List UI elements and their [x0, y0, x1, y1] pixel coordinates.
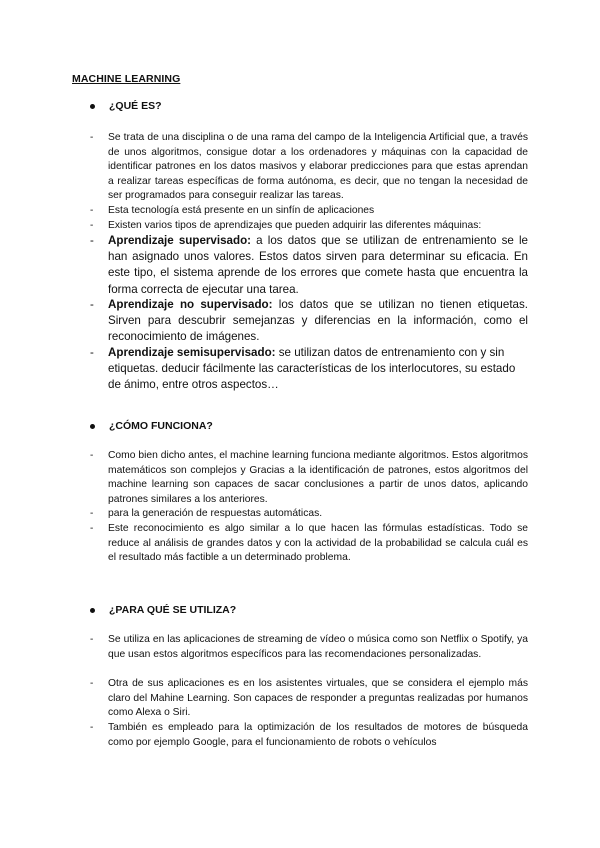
term-label: Aprendizaje semisupervisado: [108, 346, 276, 359]
list-item-text: Se trata de una disciplina o de una rama del campo de la Inteligencia Artificial que, a través de unos algoritmos, consigue dotar a los ordenadores y máquinas con la capacidad de identificar patrones en los datos masivos y elaborar predicciones para que estas aprendan a realizar tareas específicas de forma autónoma, es decir, que no tengan la necesidad de ser programados para conseguir realizar las tareas. [108, 132, 528, 202]
dash-icon: - [90, 205, 94, 216]
section-heading-que-es [90, 100, 162, 112]
bullet-icon [90, 104, 95, 109]
section-heading-text: ¿CÓMO FUNCIONA? [109, 420, 213, 432]
dash-icon: - [90, 347, 94, 359]
bullet-icon [90, 608, 95, 613]
list-item-text [108, 233, 528, 298]
list-item-text [108, 345, 528, 394]
list-item-text [108, 297, 528, 346]
term-description: los datos que se utilizan no tienen etiquetas. Sirven para descubrir semejanzas y diferencias en la información, como el reconocimiento de imágenes. [108, 298, 529, 344]
list-item [90, 721, 528, 750]
term-label: Aprendizaje no supervisado: [108, 298, 273, 311]
dash-icon: - [90, 450, 94, 461]
dash-icon: - [90, 523, 94, 534]
term-description: se utilizan datos de entrenamiento con y sin etiquetas. deducir fácilmente las características de los interlocutores, su estado de ánimo, entre otros aspectos… [108, 346, 516, 392]
list-item-text: Como bien dicho antes, el machine learning funciona mediante algoritmos. Estos algoritmos matemáticos son complejos y Gracias a la identificación de patrones, estos algoritmos del machine learning son capaces de sacar conclusiones a partir de unos datos, aplicando patrones similares a los anteriores. [108, 450, 528, 505]
dash-icon: - [90, 299, 94, 311]
dash-icon: - [90, 634, 94, 645]
list-item-text: Se utiliza en las aplicaciones de streaming de vídeo o música como son Netflix o Spotify, ya que usan estos algoritmos específicos para las recomendaciones personalizadas. [108, 634, 528, 660]
list-item [90, 131, 528, 204]
document-title: MACHINE LEARNING [72, 73, 181, 85]
list-item [90, 233, 528, 298]
list-item [90, 204, 528, 219]
section-heading-para-que [90, 604, 236, 616]
list-item [90, 297, 528, 346]
dash-icon: - [90, 722, 94, 733]
dash-icon: - [90, 508, 94, 519]
dash-icon: - [90, 235, 94, 247]
bullet-icon [90, 424, 95, 429]
dash-icon: - [90, 678, 94, 689]
list-item-text: También es empleado para la optimización de los resultados de motores de búsqueda como por ejemplo Google, para el funcionamiento de robots o vehículos [108, 722, 528, 748]
list-item [90, 449, 528, 507]
list-item-text: Otra de sus aplicaciones es en los asistentes virtuales, que se considera el ejemplo más claro del Mahine Learning. Son capaces de responder a preguntas realizadas por humanos como Alexa o Siri. [108, 678, 528, 719]
term-description: a los datos que se utilizan de entrenamiento se le han asignado unos valores. Estos datos sirven para determinar su eficacia. En este tipo, el sistema aprende de los errores que comete hasta que encuentra la forma correcta de ejecutar una tarea. [108, 234, 528, 296]
list-item-text: Existen varios tipos de aprendizajes que pueden adquirir las diferentes máquinas: [108, 220, 482, 231]
list-item [90, 633, 528, 662]
list-item-text: para la generación de respuestas automáticas. [108, 508, 323, 519]
list-item [90, 677, 528, 721]
dash-icon: - [90, 220, 94, 231]
dash-icon: - [90, 132, 94, 143]
list-item-text: Esta tecnología está presente en un sinfín de aplicaciones [108, 205, 375, 216]
section-heading-text: ¿PARA QUÉ SE UTILIZA? [109, 604, 237, 616]
list-item [90, 219, 528, 234]
section-heading-text: ¿QUÉ ES? [109, 100, 162, 112]
term-label: Aprendizaje supervisado: [108, 234, 252, 247]
list-item [90, 507, 528, 522]
list-item [90, 345, 528, 394]
list-item [90, 522, 528, 566]
list-item-text: Este reconocimiento es algo similar a lo que hacen las fórmulas estadísticas. Todo se reduce al análisis de grandes datos y con la actividad de la probabilidad se calcula cuál es el resultado más factible a un determinado problema. [108, 523, 528, 564]
section-heading-como-funciona [90, 420, 213, 432]
